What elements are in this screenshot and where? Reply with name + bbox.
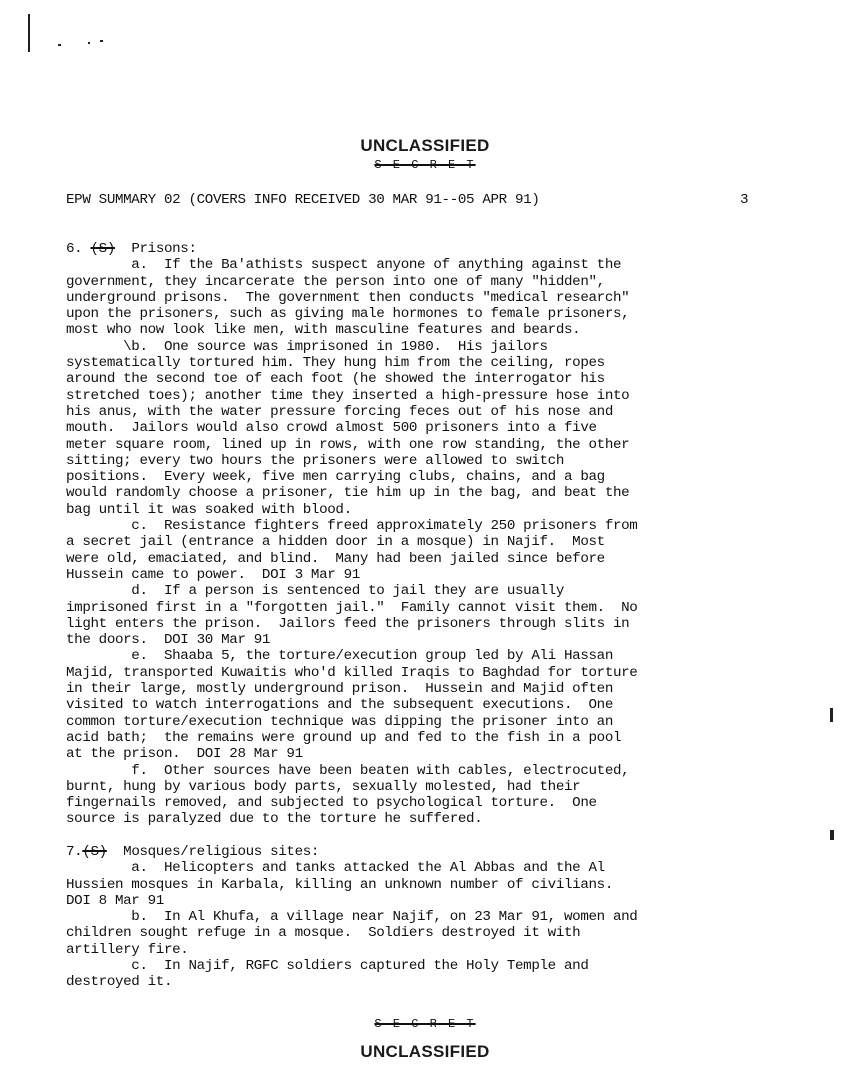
scan-mark: [28, 14, 30, 52]
section-6-number: 6.: [66, 241, 83, 257]
page-number: 3: [740, 192, 749, 208]
section-7-classification: (S): [82, 843, 107, 860]
section-6e: e. Shaaba 5, the torture/execution group led by Ali Hassan Majid, transported Kuwaitis who'd killed Iraqis to Baghdad for torture in their large, mostly underground prison. Hussein and Majid often visited to watch interrogations and the subsequent executions. One common torture/execution technique was dipping the prisoner into an acid bath; the remains were ground up and fed to the fish in a pool at the prison. DOI 28 Mar 91: [66, 648, 638, 763]
bottom-secret-marking: S E C R E T: [374, 1017, 476, 1031]
section-6-classification: (S): [90, 241, 115, 257]
document-body: [66, 241, 786, 991]
scan-speck: [58, 44, 61, 46]
scan-speck: [830, 830, 834, 840]
top-classification: UNCLASSIFIED: [360, 136, 490, 155]
section-6-title: Prisons:: [131, 241, 197, 257]
section-6d: d. If a person is sentenced to jail they are usually imprisoned first in a "forgotten jail." Family cannot visit them. No light enters the prison. Jailors feed the prisoners through slits in the doors. DOI 30 Mar 91: [66, 583, 638, 649]
summary-title: EPW SUMMARY 02 (COVERS INFO RECEIVED 30 MAR 91--05 APR 91): [66, 192, 540, 208]
section-7-number: 7.: [66, 843, 83, 860]
section-6c: c. Resistance fighters freed approximately 250 prisoners from a secret jail (entrance a hidden door in a mosque) in Najif. Most were old, emaciated, and blind. Many had been jailed since before Hussein came to power. DOI 3 Mar 91: [66, 518, 638, 583]
scan-speck: [830, 708, 833, 722]
section-6a: a. If the Ba'athists suspect anyone of anything against the government, they incarcerate the person into one of many "hidden", underground prisons. The government then conducts "medical research" upon the prisoners, such as giving male hormones to female prisoners, most who now look like men, with masculine features and beards.: [66, 257, 630, 339]
section-7a: a. Helicopters and tanks attacked the Al Abbas and the Al Hussien mosques in Karbala, killing an unknown number of civilians. DOI 8 Mar 91: [66, 860, 613, 909]
section-6b: \b. One source was imprisoned in 1980. His jailors systematically tortured him. They hung him from the ceiling, ropes around the second toe of each foot (he showed the interrogator his stretched toes); another time they inserted a high-pressure hose into his anus, with the water pressure forcing feces out of his nose and mouth. Jailors would also crowd almost 500 prisoners into a five meter square room, lined up in rows, with one row standing, the other sitting; every two hours the prisoners were allowed to switch positions. Every week, five men carrying clubs, chains, and a bag would randomly choose a prisoner, tie him up in the bag, and beat the bag until it was soaked with blood.: [66, 338, 630, 518]
section-6f: f. Other sources have been beaten with cables, electrocuted, burnt, hung by various body parts, sexually molested, had their fingernails removed, and subjected to psychological torture. One source is paralyzed due to the torture he suffered.: [66, 762, 630, 828]
section-7c: c. In Najif, RGFC soldiers captured the Holy Temple and destroyed it.: [66, 958, 589, 991]
scan-speck: [88, 42, 90, 44]
section-7b: b. In Al Khufa, a village near Najif, on 23 Mar 91, women and children sought refuge in a mosque. Soldiers destroyed it with artillery fire.: [66, 909, 638, 958]
section-7-title: Mosques/religious sites:: [123, 843, 320, 860]
bottom-classification: UNCLASSIFIED: [360, 1042, 490, 1061]
top-secret-marking: S E C R E T: [374, 158, 476, 172]
scan-speck: [100, 40, 103, 42]
